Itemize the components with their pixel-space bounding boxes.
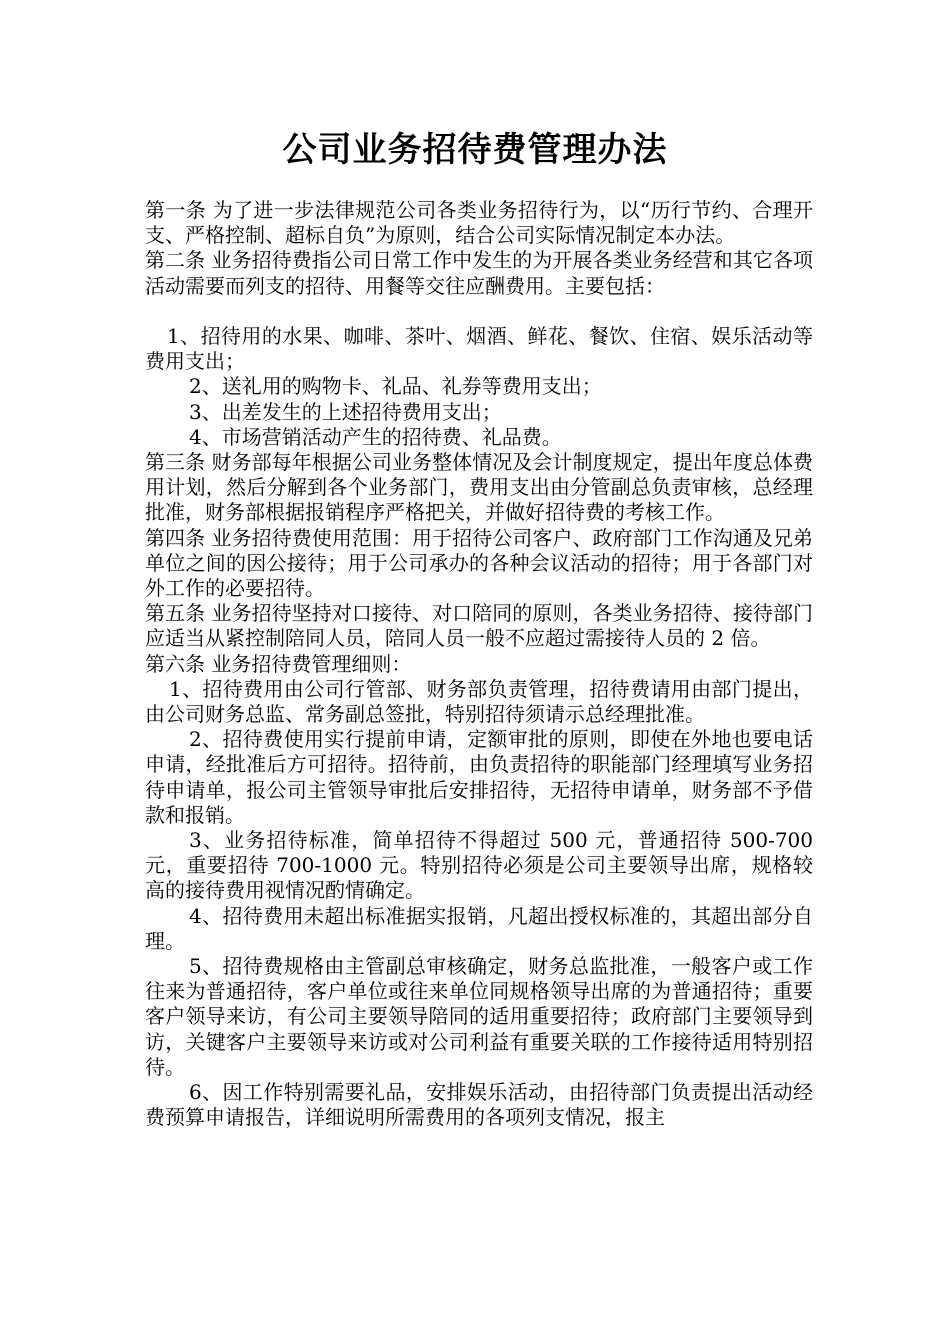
article-1: 第一条 为了进一步法律规范公司各类业务招待行为，以“历行节约、合理开支、严格控制、超标自负”为原则，结合公司实际情况制定本办法。 bbox=[145, 198, 813, 248]
article-5: 第五条 业务招待坚持对口接待、对口陪同的原则，各类业务招待、接待部门应适当从紧控制陪同人员，陪同人员一般不应超过需接待人员的 2 倍。 bbox=[145, 601, 813, 651]
article-2: 第二条 业务招待费指公司日常工作中发生的为开展各类业务经营和其它各项活动需要而列支的招待、用餐等交往应酬费用。主要包括： bbox=[145, 248, 813, 298]
article-6-item-2: 2、招待费使用实行提前申请，定额审批的原则，即使在外地也要电话申请，经批准后方可招待。招待前，由负责招待的职能部门经理填写业务招待申请单，报公司主管领导审批后安排招待，无招待申请单，财务部不予借款和报销。 bbox=[145, 727, 813, 827]
article-2-item-1: 1、招待用的水果、咖啡、茶叶、烟酒、鲜花、餐饮、住宿、娱乐活动等费用支出； bbox=[145, 324, 813, 374]
article-6-item-6: 6、因工作特别需要礼品，安排娱乐活动，由招待部门负责提出活动经费预算申请报告，详细说明所需费用的各项列支情况，报主 bbox=[145, 1080, 813, 1130]
article-6-item-5: 5、招待费规格由主管副总审核确定，财务总监批准，一般客户或工作往来为普通招待，客户单位或往来单位同规格领导出席的为普通招待；重要客户领导来访，有公司主要领导陪同的适用重要招待；政府部门主要领导到访，关键客户主要领导来访或对公司利益有重要关联的工作接待适用特别招待。 bbox=[145, 954, 813, 1079]
blank-line bbox=[145, 299, 813, 324]
article-6-item-1: 1、招待费用由公司行管部、财务部负责管理，招待费请用由部门提出，由公司财务总监、常务副总签批，特别招待须请示总经理批准。 bbox=[145, 676, 813, 727]
article-2-item-2: 2、送礼用的购物卡、礼品、礼券等费用支出； bbox=[189, 374, 602, 399]
article-6-item-3: 3、业务招待标准，简单招待不得超过 500 元，普通招待 500-700 元，重要招待 700-1000 元。特别招待必须是公司主要领导出席，规格较高的接待费用视情况酌情确定。 bbox=[145, 828, 813, 903]
article-6-item-4: 4、招待费用未超出标准据实报销，凡超出授权标准的，其超出部分自理。 bbox=[145, 903, 813, 953]
document-title: 公司业务招待费管理办法 bbox=[282, 130, 668, 170]
document-body bbox=[145, 198, 813, 1131]
article-3: 第三条 财务部每年根据公司业务整体情况及会计制度规定，提出年度总体费用计划，然后分解到各个业务部门，费用支出由分管副总负责审核，总经理批准，财务部根据报销程序严格把关，并做好招待费的考核工作。 bbox=[145, 450, 813, 525]
article-4: 第四条 业务招待费使用范围：用于招待公司客户、政府部门工作沟通及兄弟单位之间的因公接待；用于公司承办的各种会议活动的招待；用于各部门对外工作的必要招待。 bbox=[145, 525, 813, 601]
article-6: 第六条 业务招待费管理细则： bbox=[145, 651, 412, 676]
article-2-item-4: 4、市场营销活动产生的招待费、礼品费。 bbox=[189, 424, 562, 449]
article-2-item-3: 3、出差发生的上述招待费用支出； bbox=[189, 399, 502, 424]
